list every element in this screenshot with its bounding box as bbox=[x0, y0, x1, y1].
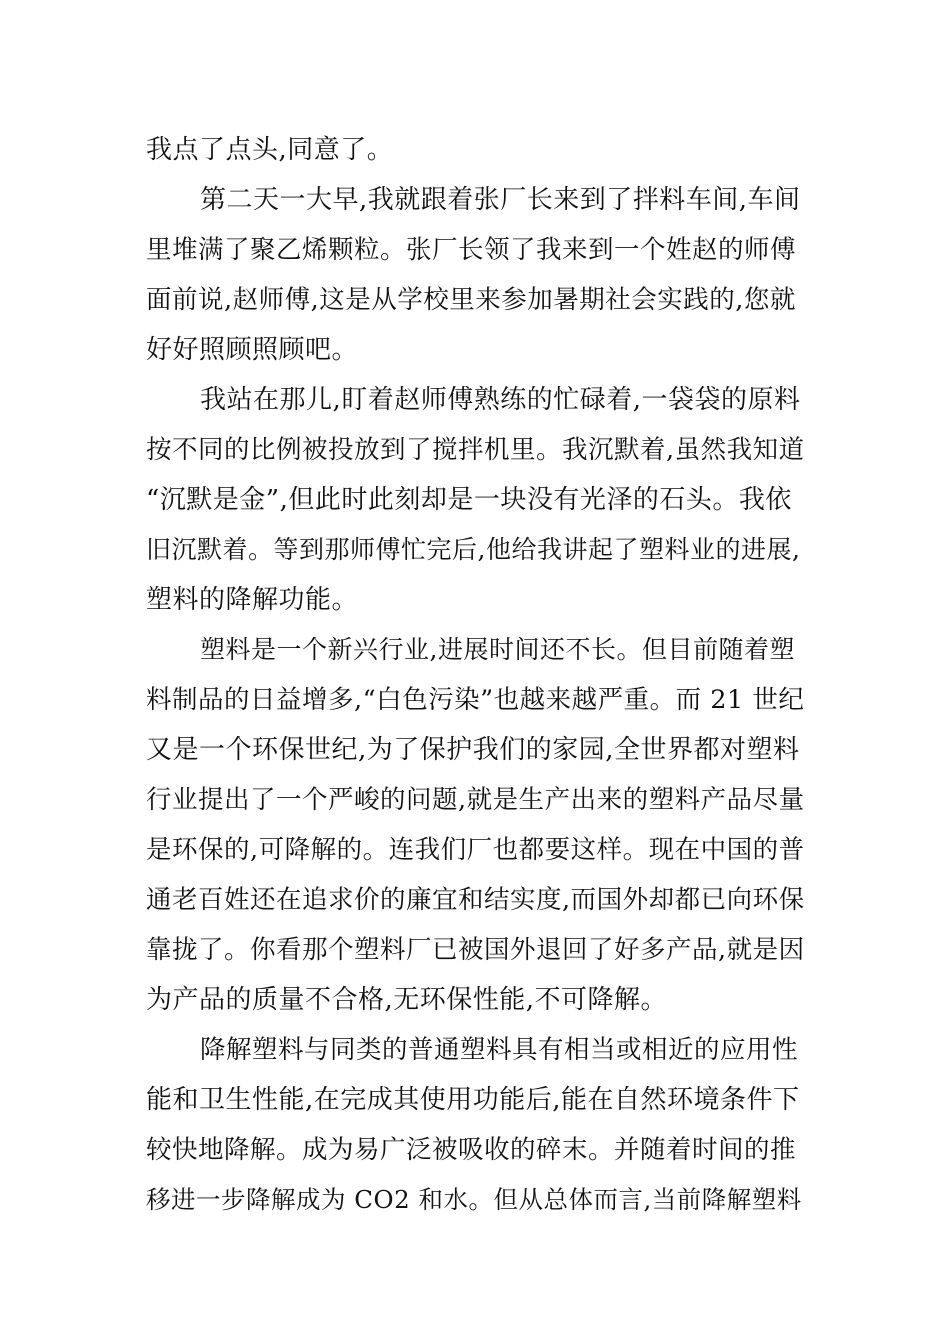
text-line: 为产品的质量不合格,无环保性能,不可降解。 bbox=[146, 985, 668, 1015]
text-line: 我点了点头,同意了。 bbox=[146, 135, 394, 165]
text-line: 塑料的降解功能。 bbox=[146, 585, 359, 615]
text-line: 靠拢了。你看那个塑料厂已被国外退回了好多产品,就是因 bbox=[146, 935, 805, 965]
paragraph-first-line: 我站在那儿,盯着赵师傅熟练的忙碌着,一袋袋的原料 bbox=[200, 385, 801, 415]
text-line: 料制品的日益增多,“白色污染”也越来越严重。而 21 世纪 bbox=[146, 685, 805, 715]
text-line: 按不同的比例被投放到了搅拌机里。我沉默着,虽然我知道 bbox=[146, 435, 805, 465]
text-line: 面前说,赵师傅,这是从学校里来参加暑期社会实践的,您就 bbox=[146, 285, 796, 315]
text-line: 里堆满了聚乙烯颗粒。张厂长领了我来到一个姓赵的师傅 bbox=[146, 235, 797, 265]
paragraph-first-line: 塑料是一个新兴行业,进展时间还不长。但目前随着塑 bbox=[200, 635, 795, 664]
text-line: 是环保的,可降解的。连我们厂也都要这样。现在中国的普 bbox=[146, 835, 805, 865]
text-line: 旧沉默着。等到那师傅忙完后,他给我讲起了塑料业的进展, bbox=[146, 535, 801, 564]
text-line: 较快地降解。成为易广泛被吸收的碎末。并随着时间的推 bbox=[146, 1135, 797, 1165]
text-line: “沉默是金”,但此时此刻却是一块没有光泽的石头。我依 bbox=[146, 485, 792, 515]
text-line: 好好照顾照顾吧。 bbox=[146, 335, 359, 365]
text-line: 移进一步降解成为 CO2 和水。但从总体而言,当前降解塑料 bbox=[146, 1185, 802, 1214]
text-line: 行业提出了一个严峻的问题,就是生产出来的塑料产品尽量 bbox=[146, 785, 805, 815]
paragraph-first-line: 第二天一大早,我就跟着张厂长来到了拌料车间,车间 bbox=[200, 185, 801, 215]
paragraph-first-line: 降解塑料与同类的普通塑料具有相当或相近的应用性 bbox=[200, 1035, 799, 1065]
text-line: 能和卫生性能,在完成其使用功能后,能在自然环境条件下 bbox=[146, 1085, 800, 1115]
text-line: 又是一个环保世纪,为了保护我们的家园,全世界都对塑料 bbox=[146, 735, 800, 765]
text-line: 通老百姓还在追求价的廉宜和结实度,而国外却都已向环保 bbox=[146, 885, 805, 915]
